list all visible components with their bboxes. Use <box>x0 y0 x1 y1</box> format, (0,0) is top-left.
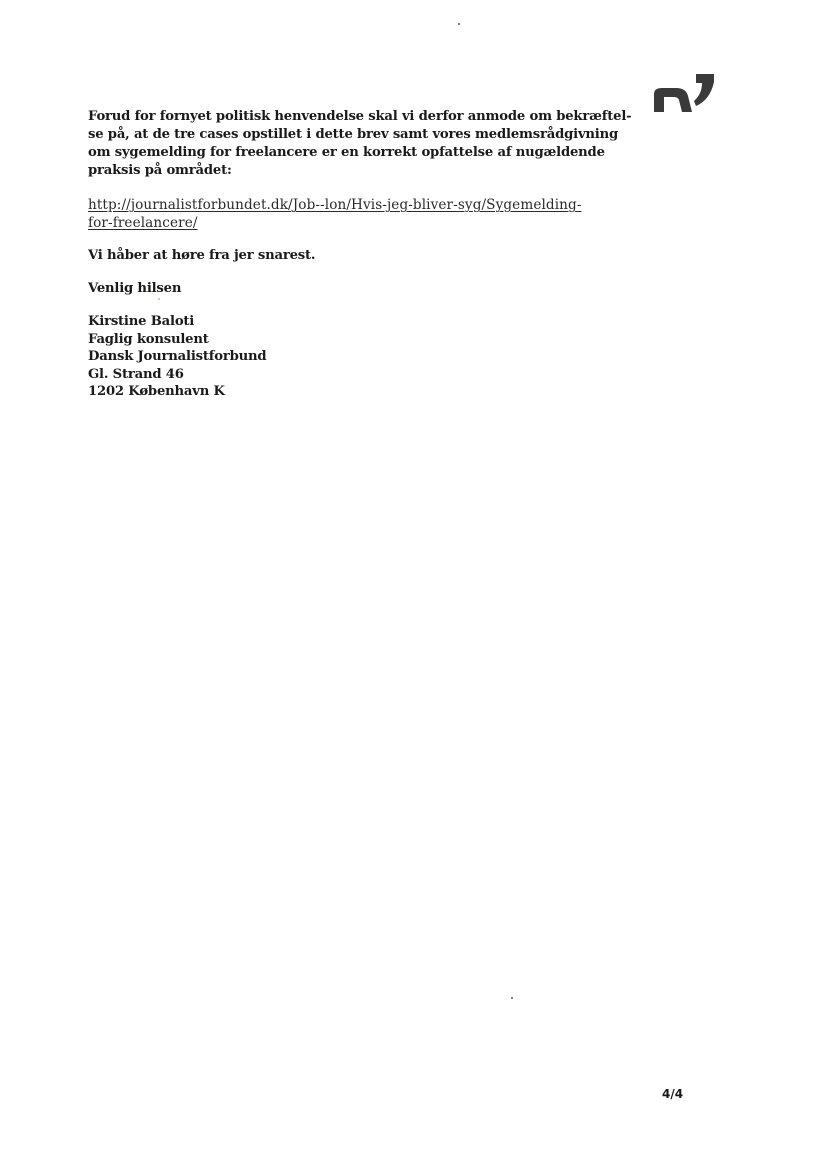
scan-speck <box>458 23 460 25</box>
closing-request-text: Vi håber at høre fra jer snarest. <box>88 248 316 263</box>
request-line: Forud for fornyet politisk henvendelse skal vi derfor anmode om bekræftel- <box>88 109 632 124</box>
closing-request <box>88 247 608 265</box>
scan-speck <box>158 298 160 300</box>
page-number: 4/4 <box>662 1087 684 1101</box>
link-line[interactable]: http://journalistforbundet.dk/Job--lon/Hvis-jeg-bliver-syg/Sygemelding- <box>88 197 582 213</box>
dj-logo-icon <box>652 72 716 116</box>
signature-city: 1202 København K <box>88 384 225 400</box>
reference-link[interactable] <box>88 196 608 232</box>
signature-street: Gl. Strand 46 <box>88 366 184 382</box>
request-line: om sygemelding for freelancere er en korrekt opfattelse af nugældende <box>88 145 605 160</box>
letter-body <box>88 108 632 401</box>
signature-block <box>88 313 608 401</box>
request-paragraph <box>88 108 632 180</box>
request-line: praksis på området: <box>88 163 232 178</box>
signature-organization: Dansk Journalistforbund <box>88 349 267 365</box>
greeting <box>88 280 608 298</box>
greeting-text: Venlig hilsen <box>88 281 182 296</box>
scan-speck <box>511 997 513 999</box>
signature-title: Faglig konsulent <box>88 331 209 347</box>
signature-name: Kirstine Baloti <box>88 314 195 329</box>
request-line: se på, at de tre cases opstillet i dette brev samt vores medlemsrådgivning <box>88 127 619 142</box>
link-line[interactable]: for-freelancere/ <box>88 215 198 231</box>
